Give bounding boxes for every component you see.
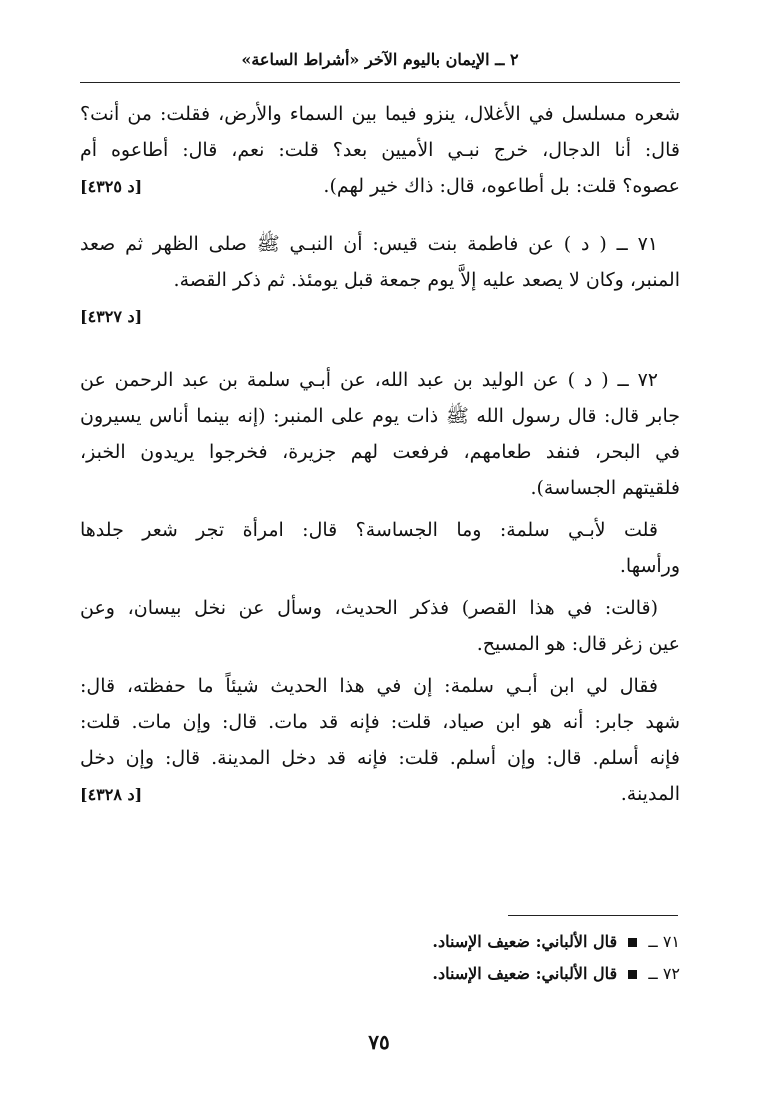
paragraph-continuation [80, 96, 680, 204]
text-line: فإنه أسلم. قال: وإن أسلم. قلت: فإنه قد دخل المدينة. قال: وإن دخل [80, 747, 680, 769]
square-bullet-icon [628, 938, 637, 947]
reference-line [80, 298, 680, 334]
text-line-with-reference [80, 168, 680, 204]
running-header: ٢ ــ الإيمان باليوم الآخر «أشراط الساعة» [241, 50, 519, 69]
footnote-item [80, 958, 680, 990]
text-line-with-reference [80, 776, 680, 812]
text-line: فقال لي ابن أبـي سلمة: إن في هذا الحديث شيئاً ما حفظته، قال: [80, 675, 658, 697]
paragraph-jassasa [80, 512, 680, 584]
footnote-item [80, 926, 680, 958]
paragraph-palace [80, 590, 680, 662]
paragraph-ibn-sayyad [80, 668, 680, 812]
page-body [80, 96, 680, 812]
hadith-72 [80, 362, 680, 506]
footnote-text: قال الألباني: ضعيف الإسناد. [432, 964, 618, 983]
text-line: (قالت: في هذا القصر) فذكر الحديث، وسأل عن نخل بيسان، وعن [80, 597, 658, 619]
square-bullet-icon [628, 970, 637, 979]
source-reference: [د ٤٣٢٥] [80, 177, 143, 196]
text-line-content: عصوه؟ قلت: بل أطاعوه، قال: ذاك خير لهم). [323, 175, 680, 197]
footnote-number: ٧٢ ــ [648, 964, 680, 983]
text-line: شهد جابر: أنه هو ابن صياد، قلت: فإنه قد مات. قال: وإن مات. قلت: [80, 711, 680, 733]
footnote-text: قال الألباني: ضعيف الإسناد. [432, 932, 618, 951]
footnotes [80, 926, 680, 990]
text-line: عين زغر قال: هو المسيح. [476, 633, 680, 655]
text-line: في البحر، فنفد طعامهم، فرفعت لهم جزيرة، فخرجوا يريدون الخبز، [80, 441, 680, 463]
text-line: قلت لأبـي سلمة: وما الجساسة؟ قال: امرأة تجر شعر جلدها [80, 519, 658, 541]
source-reference: [د ٤٣٢٧] [80, 307, 143, 326]
text-line: فلقيتهم الجساسة). [530, 477, 680, 499]
text-line: ورأسها. [619, 555, 680, 577]
header-rule [80, 82, 680, 83]
text-line: المنبر، وكان لا يصعد عليه إلاَّ يوم جمعة قبل يومئذ. ثم ذكر القصة. [173, 269, 680, 291]
text-line: شعره مسلسل في الأغلال، ينزو فيما بين السماء والأرض، فقلت: من أنت؟ [80, 103, 680, 125]
footnote-rule [508, 915, 678, 916]
text-line: قال: أنا الدجال، خرج نبـي الأميين بعد؟ قلت: نعم، قال: أطاعوه أم [80, 139, 680, 161]
page-number: ٧٥ [368, 1030, 390, 1054]
text-line-content: المدينة. [620, 783, 680, 805]
text-line: ٧٢ ــ ( د ) عن الوليد بن عبد الله، عن أبـي سلمة بن عبد الرحمن عن [80, 369, 658, 391]
text-line: ٧١ ــ ( د ) عن فاطمة بنت قيس: أن النبـي ﷺ صلى الظهر ثم صعد [80, 233, 658, 255]
hadith-71 [80, 226, 680, 334]
text-line: جابر قال: قال رسول الله ﷺ ذات يوم على المنبر: (إنه بينما أناس يسيرون [80, 405, 680, 427]
footnote-number: ٧١ ــ [648, 932, 680, 951]
source-reference: [د ٤٣٢٨] [80, 785, 143, 804]
